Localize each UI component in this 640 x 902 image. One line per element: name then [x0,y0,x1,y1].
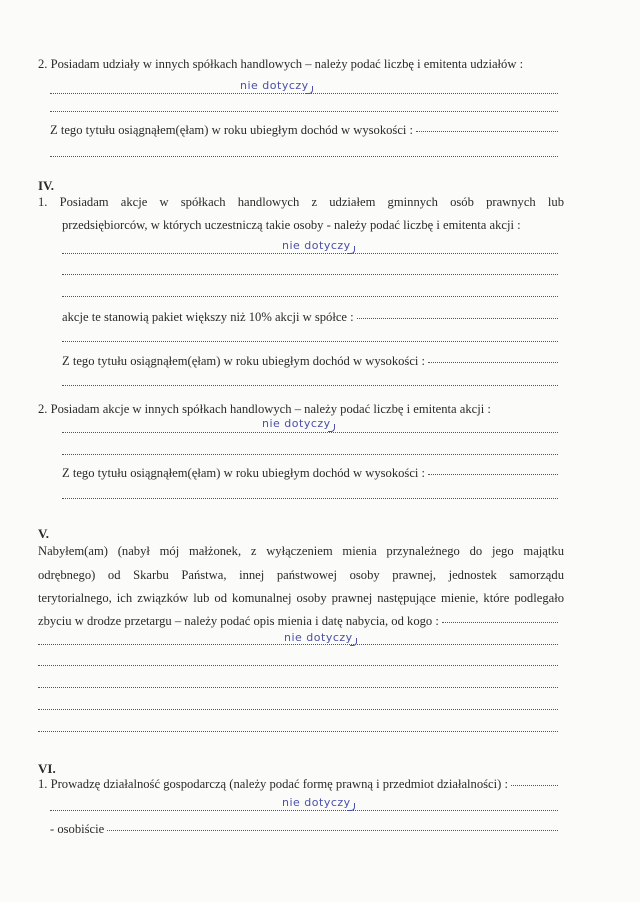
income-line [50,124,558,137]
acquired-property-label: zbyciu w drodze przetargu – należy podać opis mienia i datę nabycia, od kogo : [38,614,439,628]
section-heading-vi: VI. [38,761,56,776]
income-label: Z tego tytułu osiągnąłem(ęłam) w roku ubiegłym dochód w wysokości : [62,354,426,368]
answer-line[interactable] [62,432,558,433]
acquired-property-text-line1: Nabyłem(am) (nabył mój małżonek, z wyłączeniem mienia przynależnego do jego majątku [38,544,564,558]
business-activity-line [38,778,558,791]
personally-line [50,823,558,836]
acquired-property-text-line3: terytorialnego, ich związków lub od komunalnej osoby prawnej następujące mienie, które podlegało [38,591,564,605]
shares-other-companies-text: 2. Posiadam udziały w innych spółkach handlowych – należy podać liczbę i emitenta udziałów : [38,57,524,71]
income-label: Z tego tytułu osiągnąłem(ęłam) w roku ubiegłym dochód w wysokości : [62,466,426,480]
acquired-property-text-line4 [38,615,558,628]
answer-line[interactable] [62,385,558,386]
handwritten-answer: nie dotyczy [282,240,355,254]
income-field[interactable] [428,362,558,363]
income-line [62,355,558,368]
handwritten-answer: nie dotyczy [282,797,355,811]
income-label: Z tego tytułu osiągnąłem(ęłam) w roku ubiegłym dochód w wysokości : [50,123,414,137]
answer-line[interactable] [38,687,558,688]
section-heading-iv: IV. [38,178,55,193]
answer-line[interactable] [62,274,558,275]
answer-line[interactable] [62,498,558,499]
answer-line[interactable] [38,665,558,666]
income-line [62,467,558,480]
handwritten-answer: nie dotyczy [262,418,335,432]
answer-line[interactable] [62,296,558,297]
answer-line[interactable] [62,454,558,455]
handwritten-answer: nie dotyczy [284,632,357,646]
package-field[interactable] [357,318,558,319]
answer-line[interactable] [50,111,558,112]
personally-label: - osobiście [50,822,105,836]
personally-field[interactable] [107,830,558,831]
answer-line[interactable] [62,341,558,342]
acquired-property-field[interactable] [442,622,558,623]
package-line [62,311,558,324]
acquired-property-text-line2: odrębnego) od Skarbu Państwa, innej państwowej osoby prawnej, jednostek samorządu [38,568,564,582]
income-field[interactable] [416,131,558,132]
section-heading-v: V. [38,526,49,541]
shares-municipal-text-line2: przedsiębiorców, w których uczestniczą takie osoby - należy podać liczbę i emitenta akcji : [62,218,521,232]
handwritten-answer: nie dotyczy [240,80,313,94]
income-field[interactable] [428,474,558,475]
answer-line[interactable] [38,709,558,710]
shares-other-text: 2. Posiadam akcje w innych spółkach handlowych – należy podać liczbę i emitenta akcji : [38,402,491,416]
answer-line[interactable] [38,731,558,732]
shares-municipal-text-line1: 1. Posiadam akcje w spółkach handlowych z udziałem gminnych osób prawnych lub [38,195,564,209]
business-activity-field[interactable] [511,785,558,786]
answer-line[interactable] [50,156,558,157]
package-label: akcje te stanowią pakiet większy niż 10% akcji w spółce : [62,310,354,324]
business-activity-label: 1. Prowadzę działalność gospodarczą (należy podać formę prawną i przedmiot działalności) : [38,777,508,791]
